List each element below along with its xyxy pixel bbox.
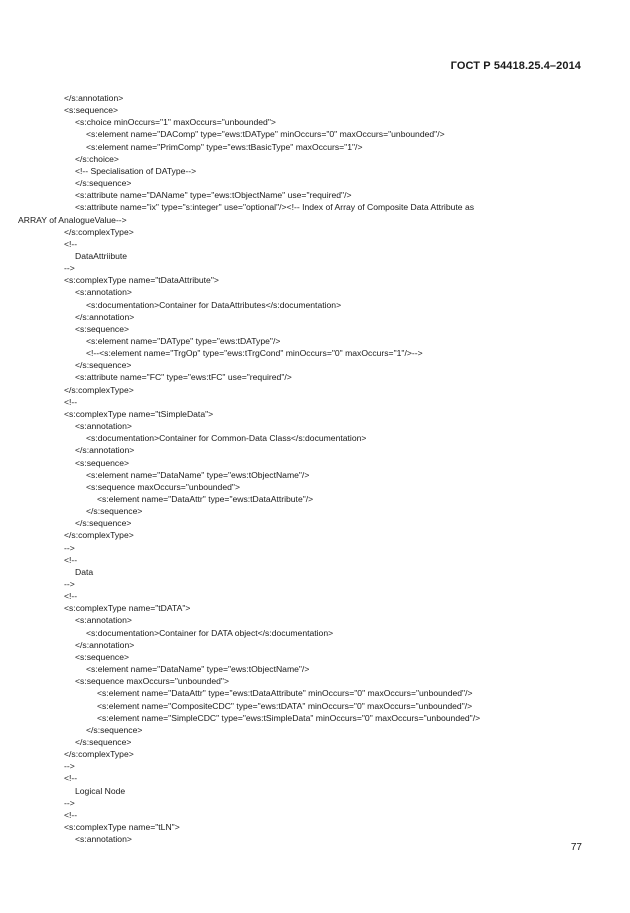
code-line: <!--<s:element name="TrgOp" type="ews:tTrgCond" minOccurs="0" maxOccurs="1"/>--> [86,348,423,359]
code-line: <s:element name="CompositeCDC" type="ews:tDATA" minOccurs="0" maxOccurs="unbounded"/> [97,700,473,711]
code-line: </s:choice> [75,153,119,164]
code-line: </s:complexType> [64,384,134,395]
code-line: Logical Node [75,785,126,796]
code-line: <s:annotation> [75,615,132,626]
code-line: </s:sequence> [86,506,143,517]
code-line: <s:choice minOccurs="1" maxOccurs="unbounded"> [75,117,276,128]
code-line: </s:annotation> [75,311,135,322]
code-line: <!-- [64,238,78,249]
code-line: --> [64,761,75,772]
code-line: <s:element name="DataName" type="ews:tObjectName"/> [86,469,310,480]
code-line: </s:annotation> [75,445,135,456]
code-line: <s:documentation>Container for DataAttributes</s:documentation> [86,299,342,310]
code-line: <s:annotation> [75,421,132,432]
code-line: <s:attribute name="DAName" type="ews:tObjectName" use="required"/> [75,190,352,201]
code-line: <s:element name="DataAttr" type="ews:tDataAttribute" minOccurs="0" maxOccurs="unbounded"/> [97,688,473,699]
code-line: </s:sequence> [75,178,132,189]
code-line: --> [64,542,75,553]
code-line: <!-- [64,591,78,602]
code-line: </s:sequence> [75,736,132,747]
code-line: </s:complexType> [64,530,134,541]
page-number: 77 [570,842,582,853]
code-line: <s:complexType name="tDATA"> [64,603,191,614]
code-line: <s:annotation> [75,834,132,845]
code-line: --> [64,579,75,589]
code-line: <s:sequence maxOccurs="unbounded"> [75,676,229,687]
code-line: <s:sequence> [64,105,118,116]
code-line: </s:sequence> [75,518,132,529]
code-line: <s:element name="DAComp" type="ews:tDAType" minOccurs="0" maxOccurs="unbounded"/> [86,129,445,140]
code-line: <s:sequence> [75,457,129,468]
code-line: <s:sequence> [75,323,129,334]
code-line: <s:complexType name="tLN"> [64,822,180,832]
code-line: <s:sequence maxOccurs="unbounded"> [86,481,240,492]
document-code-header: ГОСТ Р 54418.25.4–2014 [450,60,581,72]
code-line: </s:sequence> [75,360,132,371]
code-line: </s:sequence> [86,724,143,735]
code-line: <s:documentation>Container for Common-Data Class</s:documentation> [86,433,367,444]
code-line: ARRAY of AnalogueValue--> [18,214,127,225]
code-line: <s:sequence> [75,651,129,662]
code-line: </s:complexType> [64,226,134,237]
code-line: <!-- Specialisation of DAType--> [75,165,197,176]
code-line: <s:attribute name="FC" type="ews:tFC" use="required"/> [75,372,292,383]
code-line: --> [64,797,75,808]
code-line: <!-- [64,554,78,565]
code-line: --> [64,263,75,274]
code-line: <s:annotation> [75,287,132,298]
code-line: </s:annotation> [75,639,135,650]
code-line: <!-- [64,773,78,784]
code-line: <!-- [64,396,78,407]
code-line: <s:element name="SimpleCDC" type="ews:tSimpleData" minOccurs="0" maxOccurs="unbounded"/> [97,712,481,723]
code-line: <s:complexType name="tDataAttribute"> [64,275,219,286]
code-line: <s:complexType name="tSimpleData"> [64,408,214,419]
code-line: DataAttriibute [75,250,128,261]
code-line: <s:attribute name="ix" type="s:integer" use="optional"/><!-- Index of Array of Composite Data Attribute as [75,202,475,213]
code-line: <s:element name="DataAttr" type="ews:tDataAttribute"/> [97,493,314,504]
code-line: <s:element name="DataName" type="ews:tObjectName"/> [86,664,310,675]
code-line: </s:annotation> [64,93,124,103]
code-line: <s:element name="DAType" type="ews:tDAType"/> [86,336,281,346]
code-line: <s:element name="PrimComp" type="ews:tBasicType" maxOccurs="1"/> [86,141,363,152]
code-line: </s:complexType> [64,749,134,760]
code-line: <!-- [64,809,78,820]
code-line: Data [75,566,94,577]
code-line: <s:documentation>Container for DATA object</s:documentation> [86,627,334,638]
